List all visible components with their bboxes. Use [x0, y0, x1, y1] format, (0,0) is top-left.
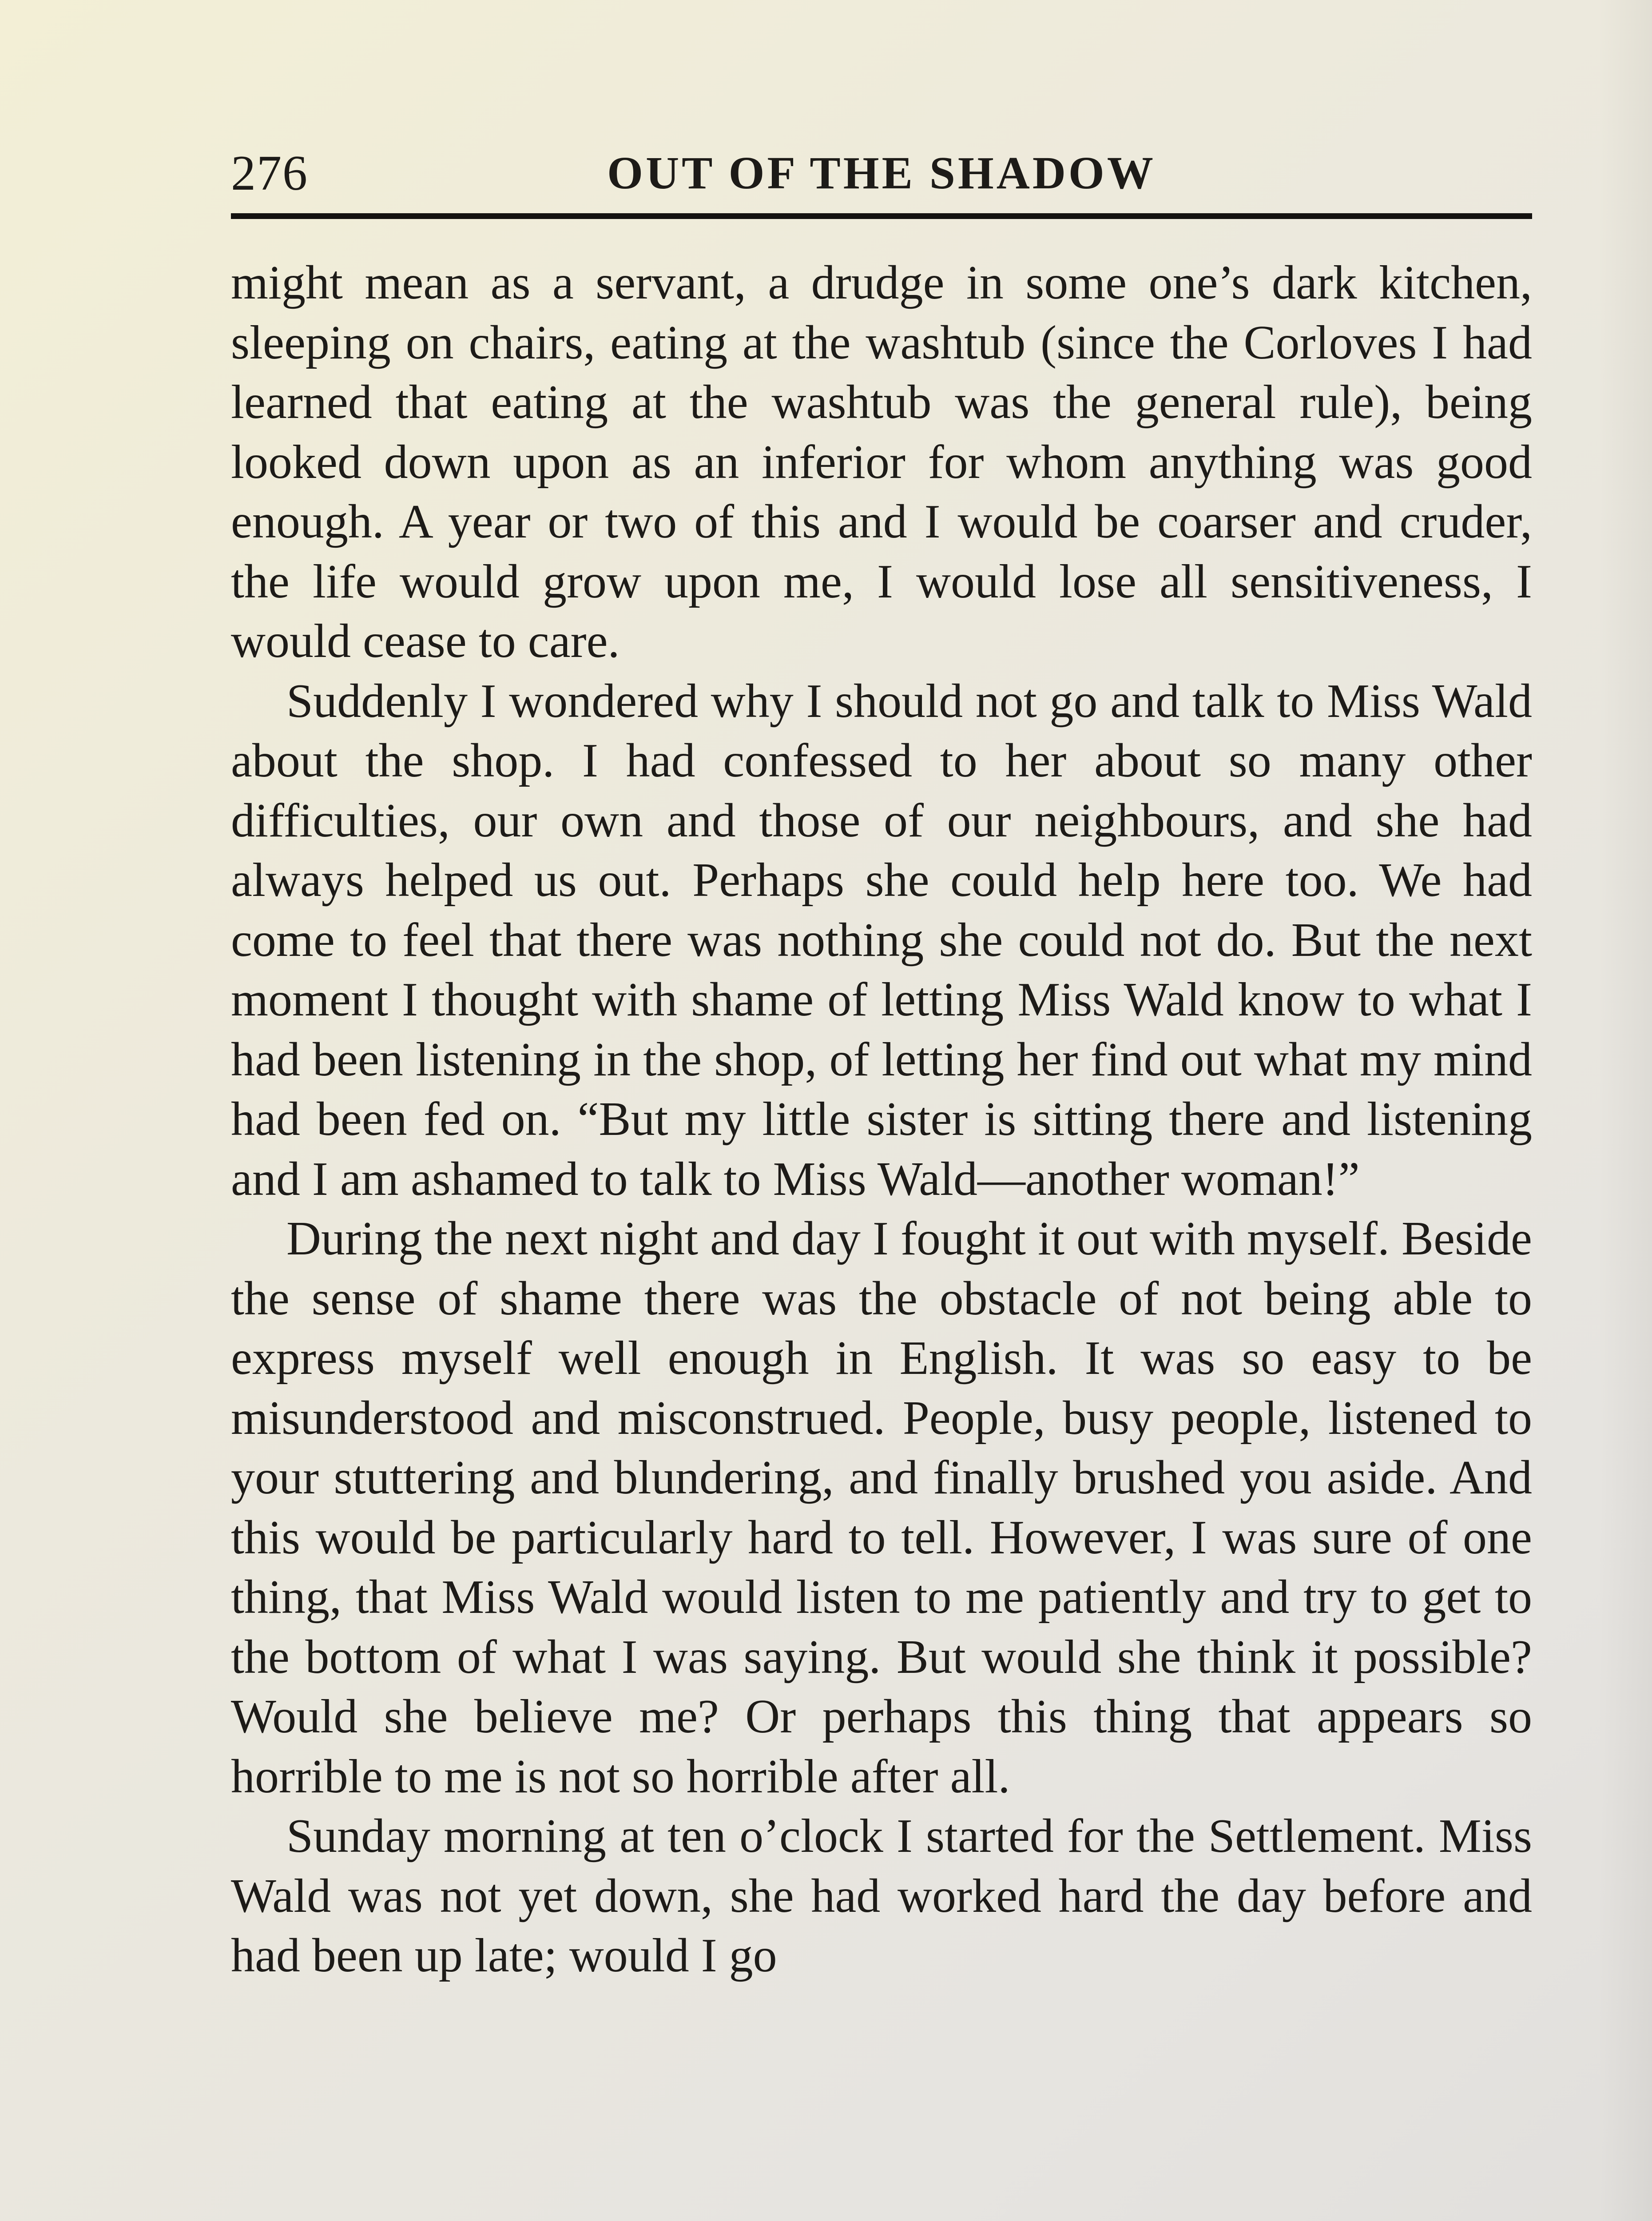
page-header — [231, 147, 1532, 200]
running-head: OUT OF THE SHADOW — [607, 147, 1156, 199]
paragraph-2: Suddenly I wondered why I should not go and talk to Miss Wald about the shop. I had confessed to her about so many other difficulties, our own and those of our neighbours, and she had always helped us out. Perhaps she could help here too. We had come to feel that there was nothing she could not do. But the next moment I thought with shame of letting Miss Wald know to what I had been listening in the shop, of letting her find out what my mind had been fed on. “But my little sister is sitting there and listening and I am ashamed to talk to Miss Wald—another woman!” — [231, 674, 1532, 1206]
page-number: 276 — [231, 146, 308, 201]
header-rule — [231, 213, 1532, 219]
page-edge-shadow — [1599, 0, 1652, 2221]
paragraph-1: might mean as a servant, a drudge in some one’s dark kitchen, sleeping on chairs, eating at the washtub (since the Corloves I had learned that eating at the washtub was the general rule), being looked down upon as an inferior for whom anything was good enough. A year or two of this and I would be coarser and cruder, the life would grow upon me, I would lose all sensitiveness, I would cease to care. — [231, 256, 1532, 668]
paragraph-4: Sunday morning at ten o’clock I started for the Settlement. Miss Wald was not yet down, she had worked hard the day before and had been up late; would I go — [231, 1810, 1532, 1982]
paragraph-3: During the next night and day I fought it out with myself. Beside the sense of shame there was the obstacle of not being able to express myself well enough in English. It was so easy to be misunderstood and misconstrued. People, busy people, listened to your stuttering and blundering, and finally brushed you aside. And this would be particularly hard to tell. However, I was sure of one thing, that Miss Wald would listen to me patiently and try to get to the bottom of what I was saying. But would she think it possible? Would she believe me? Or perhaps this thing that appears so horrible to me is not so horrible after all. — [231, 1212, 1532, 1803]
body-text — [231, 253, 1532, 1986]
